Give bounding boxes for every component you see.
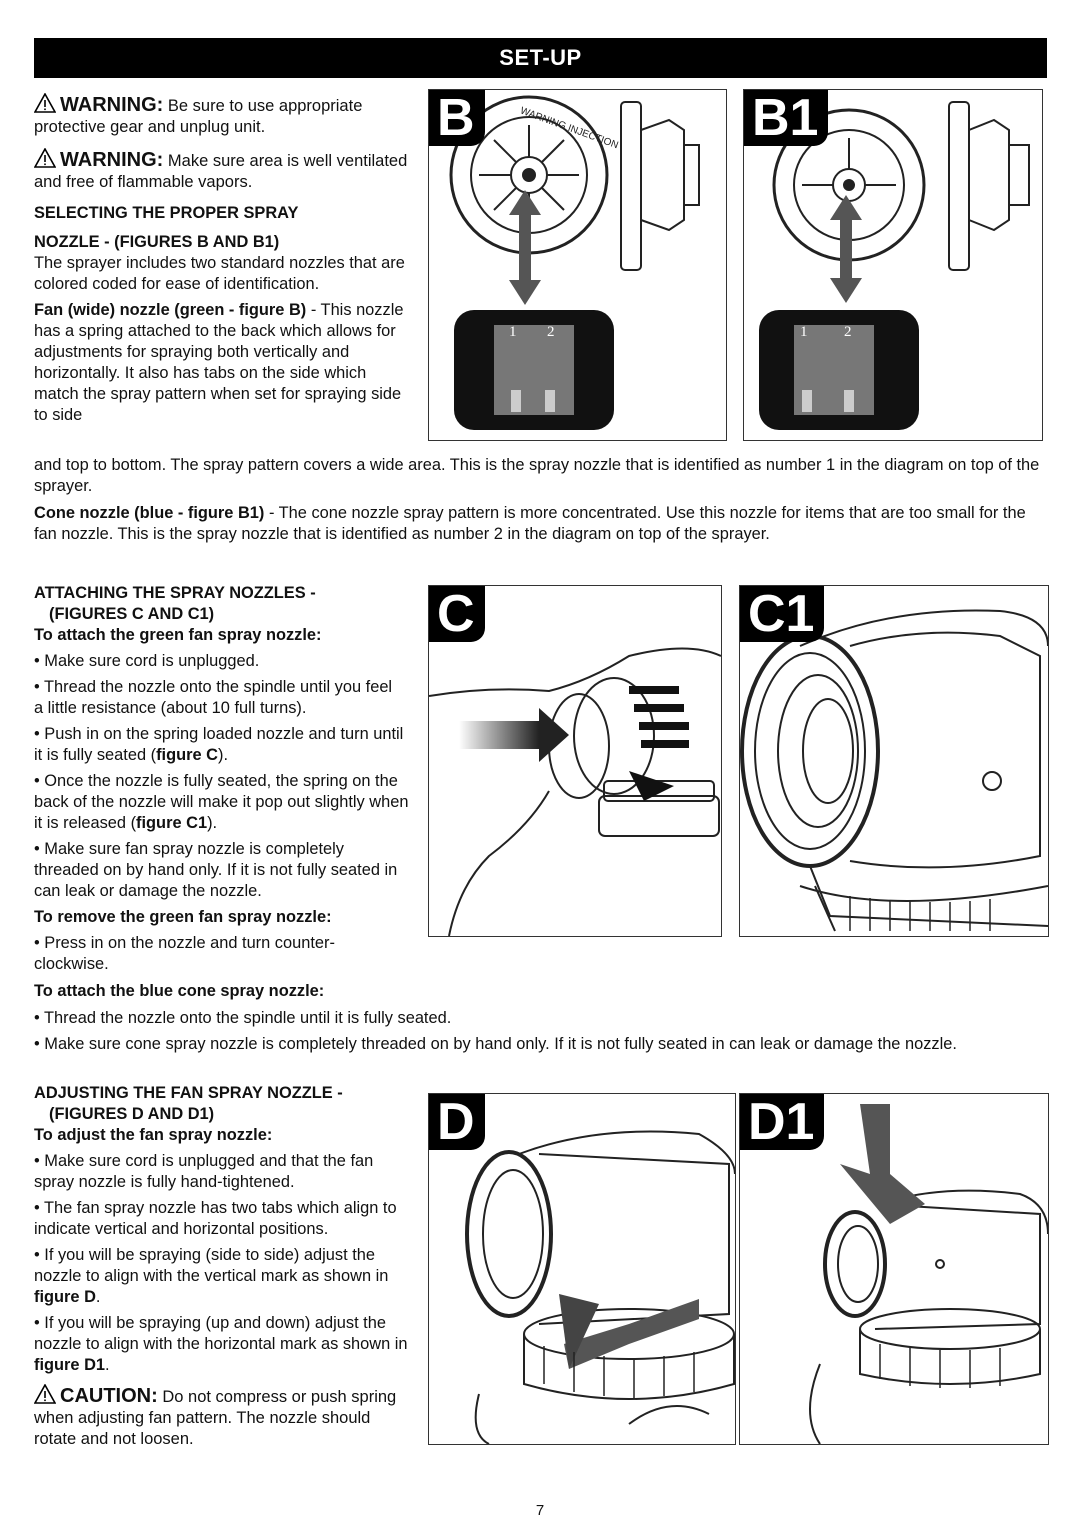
section3-heading-a: ADJUSTING THE FAN SPRAY NOZZLE -: [34, 1084, 343, 1102]
warning-2-label: WARNING:: [60, 149, 164, 171]
dial-number-1: 1: [800, 324, 808, 340]
section2-heading-b: (FIGURES C AND C1): [49, 605, 215, 623]
list-item: • Once the nozzle is fully seated, the spring on the back of the nozzle will make it pop out slightly when it is released (figure C1).: [34, 772, 409, 832]
section2-block: [34, 583, 414, 1007]
list-item: • Make sure cone spray nozzle is completely threaded on by hand only. If it is not fully seated in can leak or damage the nozzle.: [34, 1035, 957, 1053]
section2-sub2: To remove the green fan spray nozzle:: [34, 908, 332, 926]
dial-number-2: 2: [547, 324, 555, 340]
section-header: SET-UP: [34, 38, 1047, 78]
section2-heading-a: ATTACHING THE SPRAY NOZZLES -: [34, 584, 316, 602]
caution-text: Do not compress or push spring when adjusting fan pattern. The nozzle should rotate and not loosen.: [34, 1388, 397, 1448]
figure-c1: [739, 585, 1049, 937]
figure-d-label: D: [429, 1094, 485, 1150]
list-item: • Make sure fan spray nozzle is completely threaded on by hand only. If it is not fully seated in can leak or damage the nozzle.: [34, 840, 398, 900]
list-item: • If you will be spraying (side to side) adjust the nozzle to align with the vertical mark as shown in figure D.: [34, 1246, 389, 1306]
list-item: • Push in on the spring loaded nozzle and turn until it is fully seated (figure C).: [34, 725, 404, 764]
dial-number-1: 1: [509, 324, 517, 340]
section1-continued: [34, 455, 1047, 550]
section3-sub1: To adjust the fan spray nozzle:: [34, 1126, 273, 1144]
warning-2-text: Make sure area is well ventilated and free of flammable vapors.: [34, 152, 408, 191]
section2-sub1: To attach the green fan spray nozzle:: [34, 626, 322, 644]
figure-b1-label: B1: [744, 90, 828, 146]
cone-nozzle-text: - The cone nozzle spray pattern is more concentrated. Use this nozzle for items that are too small for the fan nozzle. This is the spray nozzle that is identified as number 2 in the diagram on top of the sprayer.: [34, 504, 1026, 543]
fan-nozzle-paragraph: [34, 300, 414, 426]
dial-number-2: 2: [844, 324, 852, 340]
section3-heading-b: (FIGURES D AND D1): [49, 1105, 215, 1123]
warning-2: [34, 148, 414, 193]
section1-heading-b: NOZZLE - (FIGURES B AND B1): [34, 233, 280, 251]
list-item: • The fan spray nozzle has two tabs which align to indicate vertical and horizontal positions.: [34, 1199, 397, 1238]
fan-nozzle-continued: and top to bottom. The spray pattern covers a wide area. This is the spray nozzle that is identified as number 1 in the diagram on top of the sprayer.: [34, 456, 1040, 495]
warning-triangle-icon: [34, 93, 56, 113]
fan-nozzle-label: Fan (wide) nozzle (green - figure B): [34, 301, 307, 319]
figure-d: [428, 1093, 736, 1445]
warning-1: [34, 93, 414, 138]
caution-label: CAUTION:: [60, 1385, 158, 1407]
warning-1-label: WARNING:: [60, 94, 164, 116]
figure-b1: [743, 89, 1043, 441]
section2-continued: [34, 1008, 1047, 1060]
fan-nozzle-text: - This nozzle has a spring attached to the back which allows for adjustments for spraying both vertically and horizontally. It also has tabs on the side which match the spray pattern when set for spraying side to side: [34, 301, 404, 424]
section2-sub3: To attach the blue cone spray nozzle:: [34, 982, 325, 1000]
figure-b: [428, 89, 727, 441]
figure-c-label: C: [429, 586, 485, 642]
list-item: • Make sure cord is unplugged.: [34, 652, 260, 670]
list-item: • Thread the nozzle onto the spindle until you feel a little resistance (about 10 full turns).: [34, 678, 393, 717]
page-number: 7: [535, 1502, 545, 1519]
figure-c: [428, 585, 722, 937]
figure-d1: [739, 1093, 1049, 1445]
list-item: • Thread the nozzle onto the spindle until it is fully seated.: [34, 1009, 452, 1027]
cone-nozzle-label: Cone nozzle (blue - figure B1): [34, 504, 265, 522]
figure-b-label: B: [429, 90, 485, 146]
list-item: • Press in on the nozzle and turn counter-clockwise.: [34, 934, 335, 973]
svg-text:WARNING INJECTION: WARNING INJECTION: [518, 105, 620, 152]
warnings-block: [34, 93, 414, 431]
section1-heading-a: SELECTING THE PROPER SPRAY: [34, 204, 299, 222]
caution-note: [34, 1384, 404, 1450]
list-item: • If you will be spraying (up and down) adjust the nozzle to align with the horizontal mark as shown in figure D1.: [34, 1314, 408, 1374]
cone-nozzle-paragraph: [34, 503, 1047, 545]
list-item: • Make sure cord is unplugged and that the fan spray nozzle is fully hand-tightened.: [34, 1152, 374, 1191]
section1-intro: The sprayer includes two standard nozzles that are colored coded for ease of identification.: [34, 254, 405, 293]
figure-c1-label: C1: [740, 586, 824, 642]
warning-triangle-icon: [34, 148, 56, 168]
figure-d1-label: D1: [740, 1094, 824, 1150]
section3-block: [34, 1083, 414, 1455]
warning-1-text: Be sure to use appropriate protective gear and unplug unit.: [34, 97, 363, 136]
warning-triangle-icon: [34, 1384, 56, 1404]
